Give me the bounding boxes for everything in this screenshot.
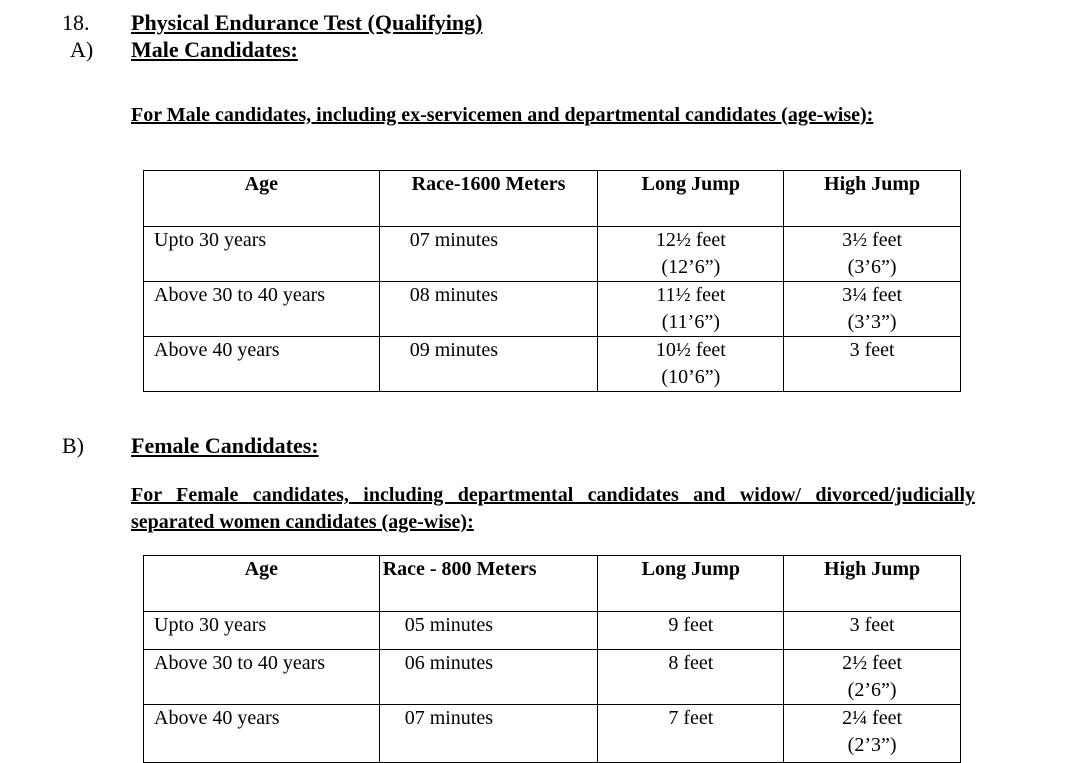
long-jump-value: 10½ feet (655, 339, 726, 361)
female-heading: Female Candidates: (131, 433, 319, 458)
part-a-label: A) (70, 37, 94, 62)
male-table (143, 170, 961, 392)
high-jump-cell (784, 227, 961, 282)
high-jump-ft: (3’6”) (847, 256, 897, 278)
high-jump-cell (784, 650, 961, 705)
race-cell: 07 minutes (379, 227, 598, 282)
race-cell: 07 minutes (379, 705, 598, 763)
high-jump-value: 2½ feet (842, 652, 903, 674)
female-table (143, 555, 961, 763)
high-jump-ft: (3’3”) (847, 311, 897, 333)
age-cell: Above 30 to 40 years (144, 650, 380, 705)
long-jump-value: 12½ feet (655, 229, 726, 251)
column-header: High Jump (784, 171, 961, 227)
male-heading: Male Candidates: (131, 37, 298, 62)
high-jump-value: 3 feet (849, 614, 895, 636)
table-row (144, 705, 961, 763)
high-jump-value: 3½ feet (842, 229, 903, 251)
column-header: High Jump (784, 556, 961, 612)
part-b-label: B) (62, 433, 84, 458)
high-jump-ft: (2’6”) (847, 679, 897, 701)
long-jump-cell: 9 feet (598, 612, 784, 650)
race-cell: 09 minutes (379, 337, 598, 392)
high-jump-value: 3 feet (849, 339, 895, 361)
section-number: 18. (62, 10, 90, 35)
high-jump-value: 2¼ feet (842, 707, 903, 729)
female-header-row (144, 556, 961, 612)
age-cell: Above 40 years (144, 705, 380, 763)
age-cell: Above 40 years (144, 337, 380, 392)
long-jump-cell (598, 227, 784, 282)
race-cell: 08 minutes (379, 282, 598, 337)
table-row (144, 227, 961, 282)
table-row (144, 650, 961, 705)
age-cell: Upto 30 years (144, 612, 380, 650)
male-description: For Male candidates, including ex-servicemen and departmental candidates (age-wise): (131, 104, 874, 126)
high-jump-cell (784, 705, 961, 763)
race-cell: 05 minutes (379, 612, 598, 650)
column-header: Race-1600 Meters (379, 171, 598, 227)
high-jump-ft: (2’3”) (847, 734, 897, 756)
column-header: Race - 800 Meters (379, 556, 598, 612)
long-jump-cell (598, 282, 784, 337)
long-jump-cell (598, 337, 784, 392)
long-jump-cell: 7 feet (598, 705, 784, 763)
page-title: Physical Endurance Test (Qualifying) (131, 10, 483, 35)
long-jump-cell: 8 feet (598, 650, 784, 705)
female-description: For Female candidates, including departmental candidates and widow/ divorced/judicially separated women candidates (age-wise): (131, 484, 975, 533)
long-jump-ft: (12’6”) (661, 256, 721, 278)
long-jump-ft: (10’6”) (661, 366, 721, 388)
long-jump-value: 11½ feet (656, 284, 726, 306)
race-cell: 06 minutes (379, 650, 598, 705)
high-jump-cell (784, 612, 961, 650)
column-header: Age (144, 556, 380, 612)
high-jump-cell (784, 337, 961, 392)
high-jump-cell (784, 282, 961, 337)
column-header: Long Jump (598, 171, 784, 227)
table-row (144, 282, 961, 337)
long-jump-ft: (11’6”) (661, 311, 720, 333)
male-header-row (144, 171, 961, 227)
high-jump-value: 3¼ feet (842, 284, 903, 306)
column-header: Age (144, 171, 380, 227)
table-row (144, 612, 961, 650)
table-row (144, 337, 961, 392)
column-header: Long Jump (598, 556, 784, 612)
age-cell: Above 30 to 40 years (144, 282, 380, 337)
age-cell: Upto 30 years (144, 227, 380, 282)
